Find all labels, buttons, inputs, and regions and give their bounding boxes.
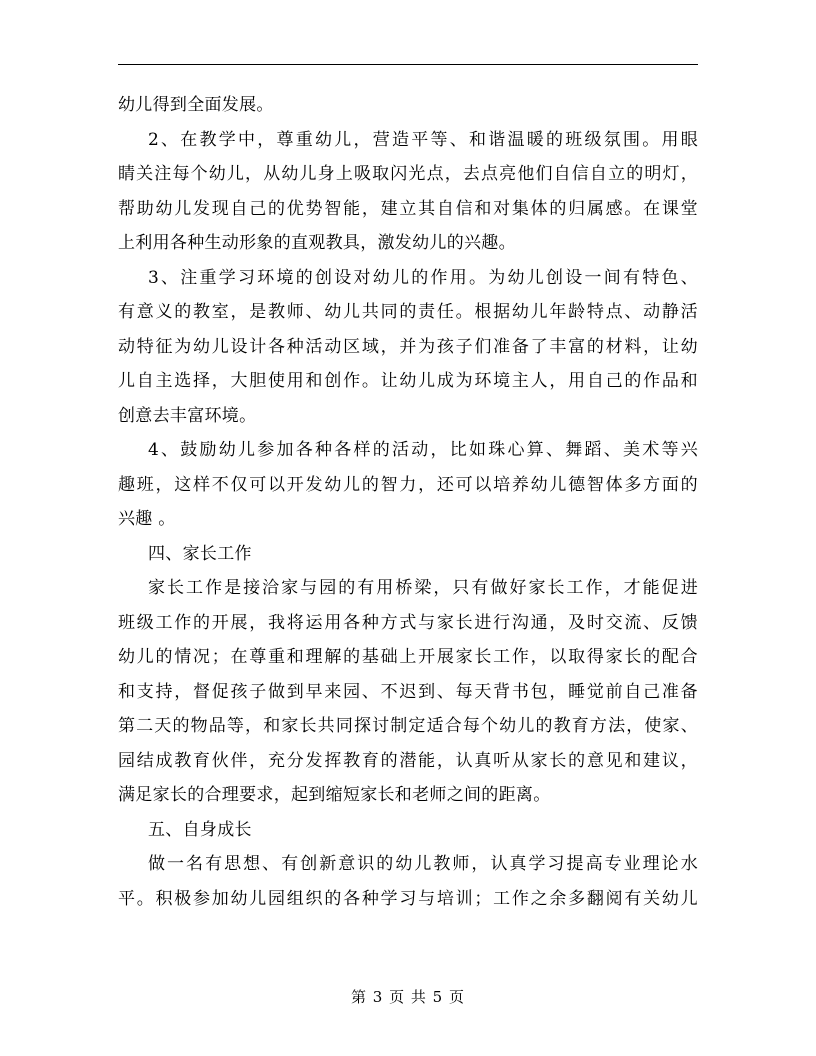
text-line: 五、自身成长 — [148, 819, 252, 840]
text-line: 满足家长的合理要求，起到缩短家长和老师之间的距离。 — [118, 785, 551, 805]
page-footer: 第 3 页 共 5 页 — [351, 988, 465, 1006]
text-line: 班级工作的开展，我将运用各种方式与家长进行沟通，及时交流、反馈 — [118, 612, 698, 633]
text-line: 有意义的教室，是教师、幼儿共同的责任。根据幼儿年龄特点、动静活 — [118, 302, 698, 322]
text-line: 上利用各种生动形象的直观教具，激发幼儿的兴趣。 — [118, 233, 516, 253]
text-line: 2、在教学中，尊重幼儿，营造平等、和谐温暖的班级氛围。用眼 — [148, 129, 698, 150]
text-line: 睛关注每个幼儿，从幼儿身上吸取闪光点，去点亮他们自信自立的明灯， — [118, 164, 698, 184]
header-rule — [118, 64, 698, 65]
text-line: 家长工作是接洽家与园的有用桥梁，只有做好家长工作，才能促进 — [148, 578, 698, 598]
text-line: 兴趣 。 — [118, 509, 176, 529]
text-line: 四、家长工作 — [148, 543, 252, 564]
text-line: 幼儿得到全面发展。 — [118, 95, 274, 115]
text-line: 园结成教育伙伴，充分发挥教育的潜能，认真听从家长的意见和建议， — [118, 750, 698, 771]
text-line: 趣班，这样不仅可以开发幼儿的智力，还可以培养幼儿德智体多方面的 — [118, 474, 698, 495]
text-line: 幼儿的情况；在尊重和理解的基础上开展家长工作，以取得家长的配合 — [118, 647, 698, 667]
text-line: 儿自主选择，大胆使用和创作。让幼儿成为环境主人，用自己的作品和 — [118, 371, 698, 391]
text-line: 创意去丰富环境。 — [118, 405, 257, 426]
text-line: 3、注重学习环境的创设对幼儿的作用。为幼儿创设一间有特色、 — [148, 267, 698, 288]
text-line: 动特征为幼儿设计各种活动区域，并为孩子们准备了丰富的材料，让幼 — [118, 336, 698, 357]
text-line: 平。积极参加幼儿园组织的各种学习与培训；工作之余多翻阅有关幼儿 — [118, 888, 698, 909]
text-line: 4、鼓励幼儿参加各种各样的活动，比如珠心算、舞蹈、美术等兴 — [148, 440, 698, 460]
text-line: 第二天的物品等，和家长共同探讨制定适合每个幼儿的教育方法，使家、 — [118, 716, 698, 736]
text-line: 和支持，督促孩子做到早来园、不迟到、每天背书包，睡觉前自己准备 — [118, 681, 698, 702]
text-line: 帮助幼儿发现自己的优势智能，建立其自信和对集体的归属感。在课堂 — [118, 198, 698, 219]
text-line: 做一名有思想、有创新意识的幼儿教师，认真学习提高专业理论水 — [148, 854, 698, 874]
document-body — [118, 88, 698, 916]
